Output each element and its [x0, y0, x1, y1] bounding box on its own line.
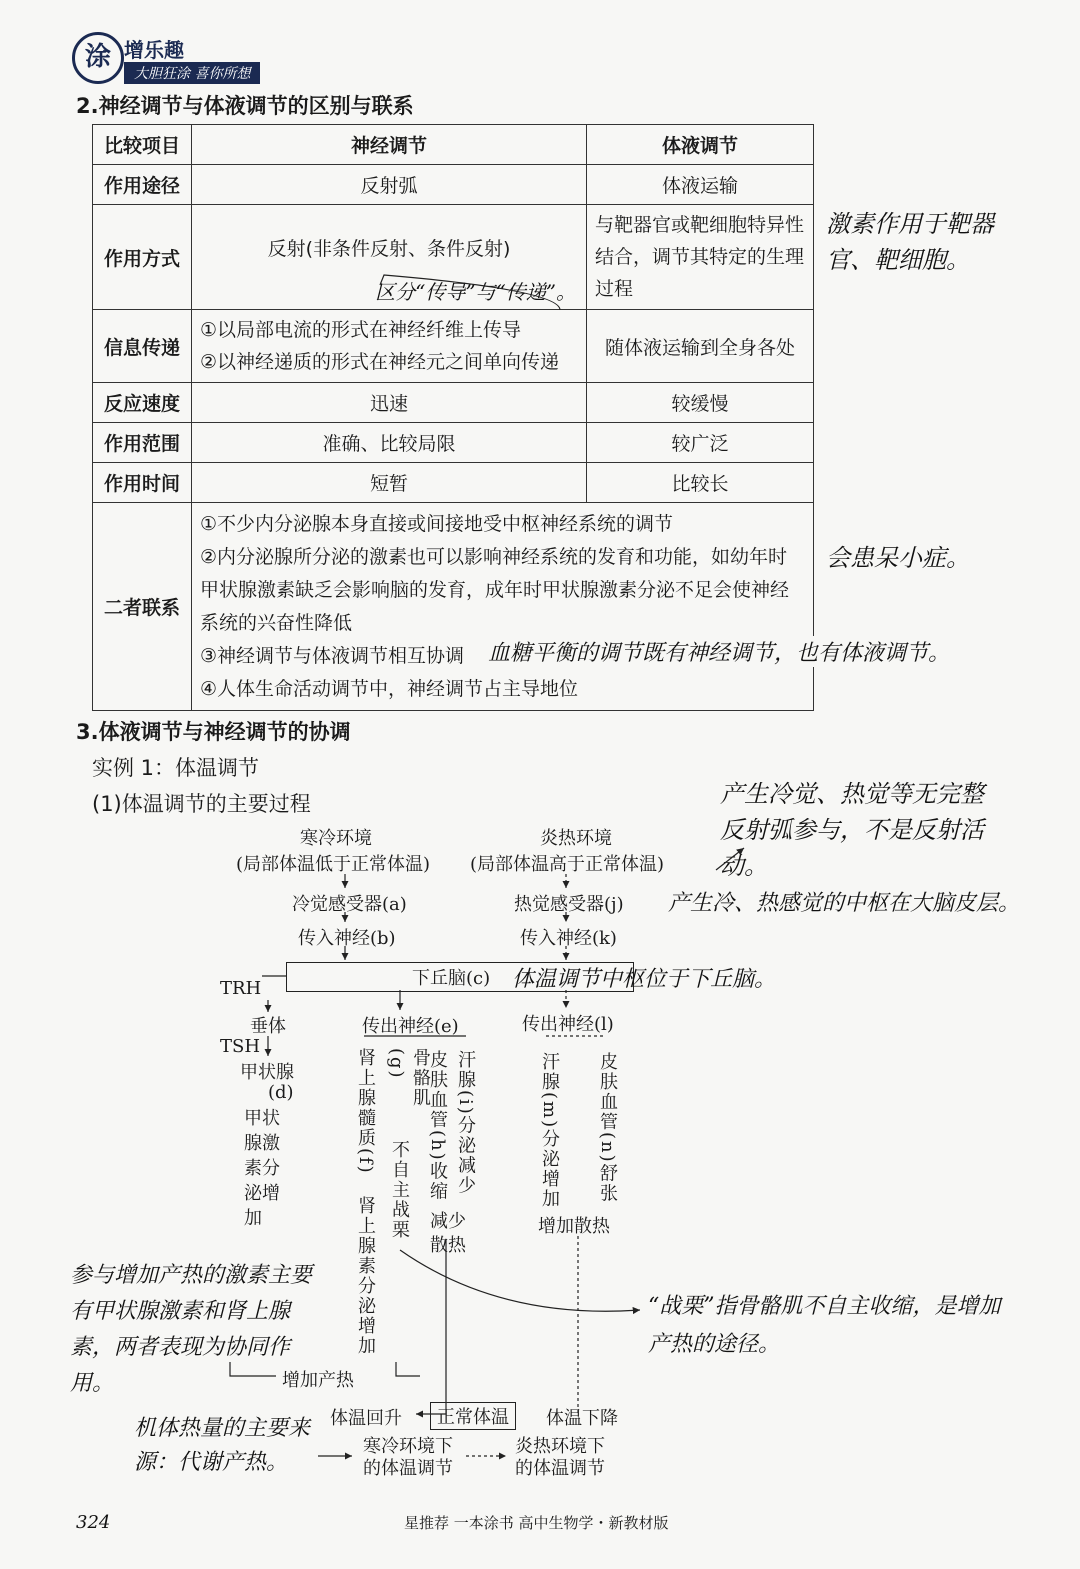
muscle-output: 不自主战栗: [389, 1140, 410, 1240]
neural-cell: 反射弧: [192, 165, 587, 205]
handnote-hormones: 参与增加产热的激素主要有甲状腺激素和肾上腺素，两者表现为协同作用。: [70, 1263, 313, 1396]
humoral-cell: 较缓慢: [587, 383, 814, 423]
row-label: 作用方式: [93, 205, 192, 310]
header-cell: 神经调节: [192, 125, 587, 165]
line: [380, 275, 560, 310]
row-label: 作用途径: [93, 165, 192, 205]
header-cell: 体液调节: [587, 125, 814, 165]
thyroid-d-label: (d): [268, 1082, 294, 1103]
section-2-title: 2.神经调节与体液调节的区别与联系: [76, 94, 414, 118]
arrow: [716, 848, 744, 870]
cold-receptor: 冷觉感受器(a): [292, 894, 407, 915]
line: [230, 1362, 276, 1376]
row-label: 反应速度: [93, 383, 192, 423]
tsh-label: TSH: [220, 1036, 261, 1057]
line: [396, 1362, 420, 1376]
row-label: 二者联系: [93, 503, 192, 711]
adrenal-medulla: 肾上腺髓质(f): [355, 1048, 376, 1175]
handnote-cortex: 产生冷、热感觉的中枢在大脑皮层。: [668, 891, 1021, 916]
cold-environment: 寒冷环境: [300, 828, 372, 849]
handnote-heat-source: 机体热量的主要来源：代谢产热。: [134, 1416, 311, 1475]
cold-description: (局部体温低于正常体温): [236, 854, 431, 875]
skin-vessel-h: 皮肤血管(h)收缩: [427, 1050, 448, 1202]
neural-cell: 迅速: [192, 383, 587, 423]
row-label: 作用范围: [93, 423, 192, 463]
link-item: ①不少内分泌腺本身直接或间接地受中枢神经系统的调节: [200, 512, 674, 535]
afferent-nerve-b: 传入神经(b): [298, 928, 396, 949]
skin-vessel-n: 皮肤血管(n)舒张: [597, 1052, 618, 1204]
subsection-title: (1)体温调节的主要过程: [92, 792, 311, 816]
handnote-blood-sugar: 血糖平衡的调节既有神经调节，也有体液调节。: [488, 636, 950, 667]
section-3-title: 3.体液调节与神经调节的协调: [76, 720, 351, 744]
temp-rise: 体温回升: [330, 1408, 402, 1429]
page-number: 324: [76, 1512, 111, 1533]
link-item: ③神经调节与体液调节相互协调: [200, 644, 465, 667]
brand-logo: 涂: [72, 32, 124, 84]
adrenal-output: 肾上腺素分泌增加: [355, 1196, 376, 1356]
link-item: ④人体生命活动调节中，神经调节占主导地位: [200, 677, 579, 700]
neural-text: 反射(非条件反射、条件反射): [267, 237, 511, 260]
handnote-cretinism: 会患呆小症。: [826, 544, 970, 572]
neural-text-1: ①以局部电流的形式在神经纤维上传导: [200, 319, 522, 341]
increase-heat-loss: 增加散热: [538, 1216, 610, 1237]
arrow: [416, 1240, 446, 1414]
skeletal-muscle: 骨骼肌(g): [386, 1048, 431, 1108]
header-cell: 比较项目: [93, 125, 192, 165]
humoral-cell: 较广泛: [587, 423, 814, 463]
efferent-nerve-l: 传出神经(l): [522, 1014, 614, 1035]
cold-regulation-label: 寒冷环境下的体温调节: [363, 1436, 453, 1479]
hot-description: (局部体温高于正常体温): [470, 854, 665, 875]
brand-slogan: 大胆狂涂 喜你所想: [124, 62, 260, 84]
handnote-no-reflex: 产生冷觉、热觉等无完整反射弧参与，不是反射活动。: [720, 780, 984, 880]
normal-temp-box: 正常体温: [430, 1402, 516, 1430]
row-label: 作用时间: [93, 463, 192, 503]
handnote-center: 体温调节中枢位于下丘脑。: [512, 967, 777, 992]
row-label: 信息传递: [93, 310, 192, 383]
thyroid-label: 甲状腺: [240, 1062, 294, 1083]
link-item: ②内分泌腺所分泌的激素也可以影响神经系统的发育和功能，如幼年时甲状腺激素缺乏会影响脑的发育，成年时甲状腺激素分泌不足会使神经系统的兴奋性降低: [200, 545, 790, 634]
humoral-cell: 比较长: [587, 463, 814, 503]
example-title: 实例 1：体温调节: [92, 756, 260, 780]
handnote-shiver: “战栗”指骨骼肌不自主收缩，是增加产热的途径。: [648, 1294, 1001, 1357]
neural-cell: 准确、比较局限: [192, 423, 587, 463]
arrow: [400, 1250, 640, 1311]
reduce-heat-loss: 减少散热: [430, 1211, 466, 1256]
sweat-gland-m: 汗腺(m)分泌增加: [539, 1052, 560, 1210]
handnote-transmission: 区分“传导”与“传递”。: [375, 280, 576, 304]
neural-text-2: ②以神经递质的形式在神经元之间单向传递: [200, 351, 560, 373]
efferent-nerve-e: 传出神经(e): [362, 1016, 459, 1037]
hot-receptor: 热觉感受器(j): [514, 894, 624, 915]
humoral-cell: 与靶器官或靶细胞特异性结合，调节其特定的生理过程: [587, 205, 814, 310]
temp-drop: 体温下降: [546, 1408, 618, 1429]
thyroid-hormone-out: 甲状腺激素分泌增加: [244, 1108, 280, 1229]
hypothalamus-label: 下丘脑(c): [412, 968, 491, 989]
neural-cell: 短暂: [192, 463, 587, 503]
handnote-hormone-target: 激素作用于靶器官、靶细胞。: [826, 210, 994, 274]
pituitary-label: 垂体: [250, 1016, 286, 1037]
brand-name: 增乐趣: [124, 38, 184, 62]
sweat-gland-i: 汗腺(i)分泌减少: [455, 1050, 476, 1196]
trh-label: TRH: [220, 978, 262, 999]
humoral-cell: 随体液运输到全身各处: [587, 310, 814, 383]
footer-text: 星推荐 一本涂书 高中生物学・新教材版: [404, 1514, 669, 1532]
increase-heat-production: 增加产热: [282, 1370, 354, 1391]
humoral-cell: 体液运输: [587, 165, 814, 205]
hot-regulation-label: 炎热环境下的体温调节: [515, 1436, 605, 1479]
afferent-nerve-k: 传入神经(k): [520, 928, 617, 949]
hot-environment: 炎热环境: [540, 828, 612, 849]
